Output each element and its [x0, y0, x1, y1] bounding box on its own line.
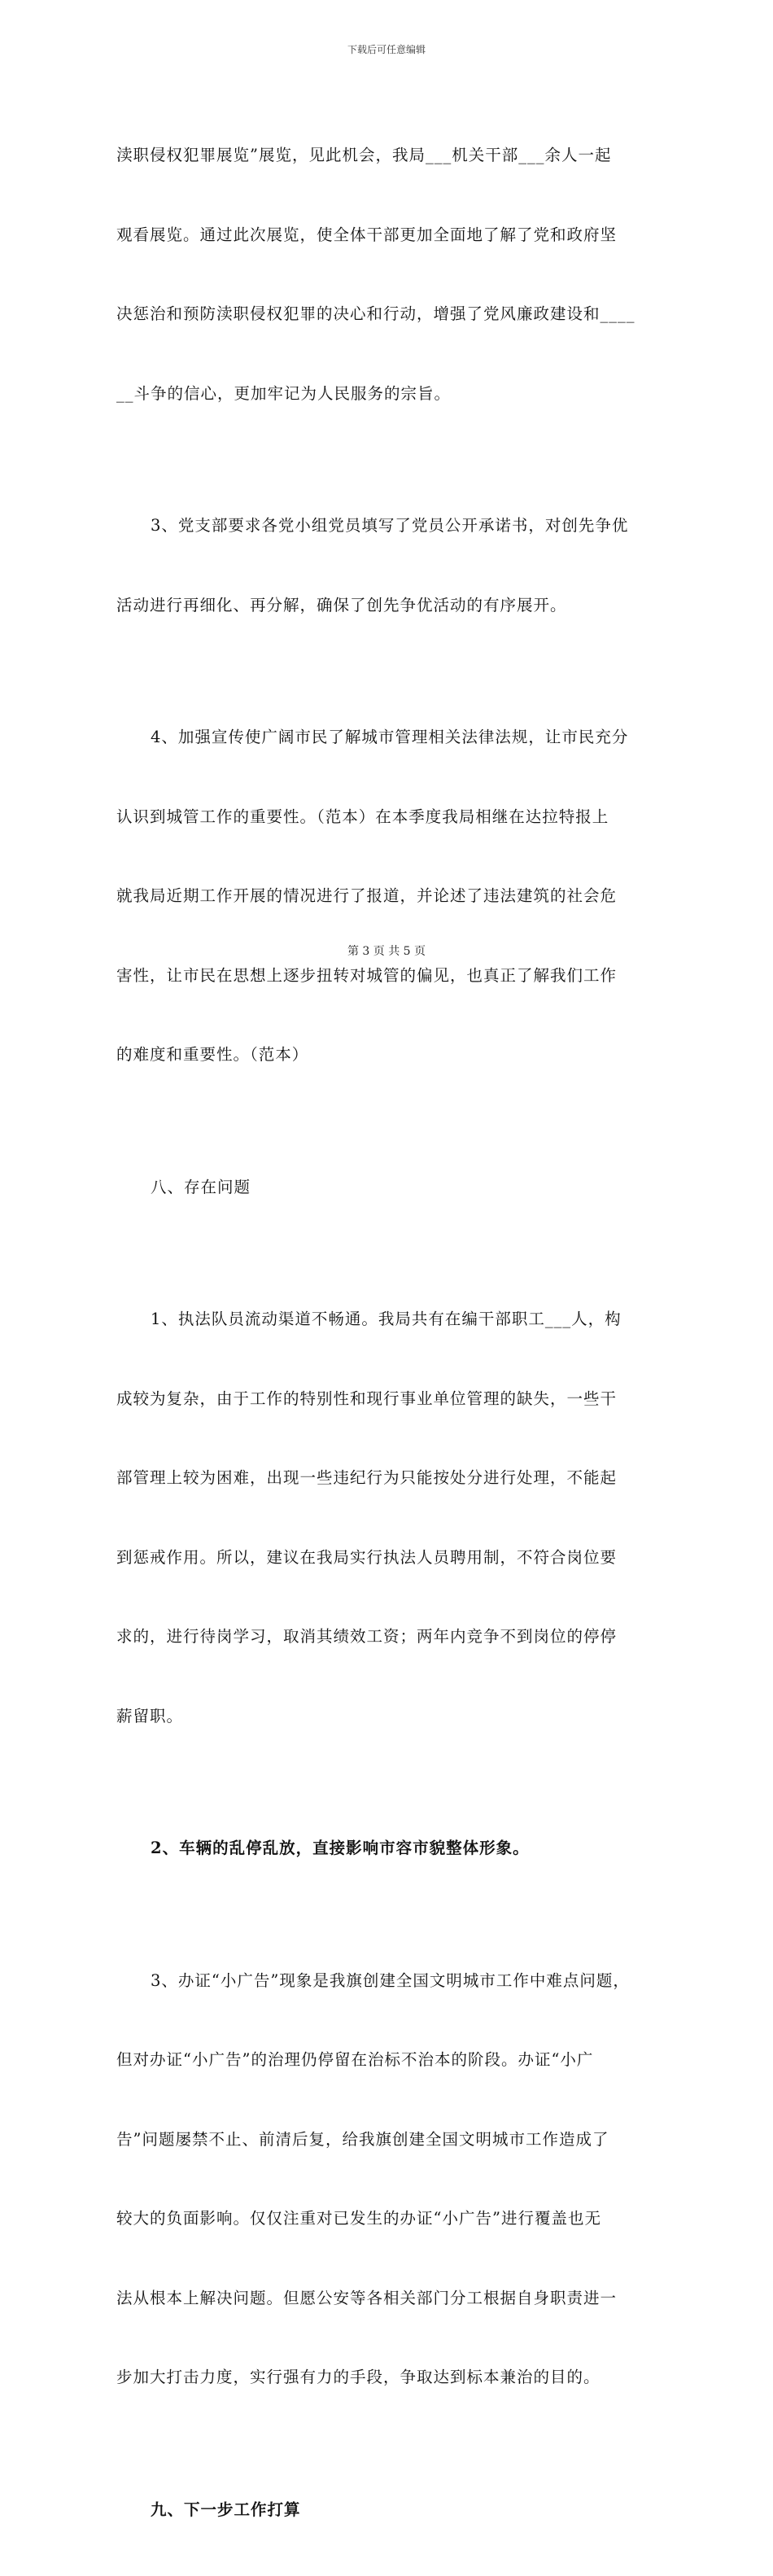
text-line: 渎职侵权犯罪展览”展览，见此机会，我局___机关干部___余人一起 [116, 142, 649, 169]
text-line: 成较为复杂，由于工作的特别性和现行事业单位管理的缺失，一些干 [116, 1386, 649, 1413]
paragraph [116, 1253, 649, 1782]
text-line: 较大的负面影响。仅仅注重对已发生的办证“小广告”进行覆盖也无 [116, 2206, 649, 2233]
text-line: 法从根本上解决问题。但愿公安等各相关部门分工根据自身职责进一 [116, 2285, 649, 2312]
paragraph [116, 671, 649, 1122]
text-line: 到惩戒作用。所以，建议在我局实行执法人员聘用制，不符合岗位要 [116, 1545, 649, 1572]
paragraph [116, 90, 649, 460]
page-number: 第 3 页 共 5 页 [0, 942, 773, 959]
text-line: 害性，让市民在思想上逐步扭转对城管的偏见，也真正了解我们工作 [116, 963, 649, 990]
paragraph [116, 1915, 649, 2444]
text-line: 3、办证“小广告”现象是我旗创建全国文明城市工作中难点问题， [116, 1968, 649, 1995]
text-line: __斗争的信心，更加牢记为人民服务的宗旨。 [116, 381, 649, 408]
heading-text: 八、存在问题 [116, 1174, 649, 1201]
text-line: 步加大打击力度，实行强有力的手段，争取达到标本兼治的目的。 [116, 2364, 649, 2391]
text-line: 求的，进行待岗学习，取消其绩效工资；两年内竞争不到岗位的停停 [116, 1624, 649, 1651]
page-header: 下载后可任意编辑 [0, 42, 773, 56]
text-line: 决惩治和预防渎职侵权犯罪的决心和行动，增强了党风廉政建设和____ [116, 301, 649, 328]
text-line: 但对办证“小广告”的治理仍停留在治标不治本的阶段。办证“小广 [116, 2047, 649, 2074]
paragraph [116, 460, 649, 671]
section-heading [116, 1122, 649, 1254]
text-line: 薪留职。 [116, 1703, 649, 1730]
text-line: 3、党支部要求各党小组党员填写了党员公开承诺书，对创先争优 [116, 513, 649, 540]
text-line: 部管理上较为困难，出现一些违纪行为只能按处分进行处理，不能起 [116, 1465, 649, 1492]
text-line: 就我局近期工作开展的情况进行了报道，并论述了违法建筑的社会危 [116, 883, 649, 910]
document-body [116, 90, 649, 2576]
heading-text: 九、下一步工作打算 [116, 2497, 649, 2524]
bold-paragraph [116, 1782, 649, 1915]
text-line: 1、执法队员流动渠道不畅通。我局共有在编干部职工___人，构 [116, 1306, 649, 1333]
text-line: 的难度和重要性。（范本） [116, 1042, 649, 1069]
text-line: 2、车辆的乱停乱放，直接影响市容市貌整体形象。 [116, 1835, 649, 1862]
section-heading [116, 2444, 649, 2576]
text-line: 4、加强宣传使广阔市民了解城市管理相关法律法规，让市民充分 [116, 724, 649, 751]
text-line: 观看展览。通过此次展览，使全体干部更加全面地了解了党和政府坚 [116, 222, 649, 249]
text-line: 告”问题屡禁不止、前清后复，给我旗创建全国文明城市工作造成了 [116, 2127, 649, 2154]
text-line: 认识到城管工作的重要性。（范本）在本季度我局相继在达拉特报上 [116, 804, 649, 831]
text-line: 活动进行再细化、再分解，确保了创先争优活动的有序展开。 [116, 593, 649, 619]
